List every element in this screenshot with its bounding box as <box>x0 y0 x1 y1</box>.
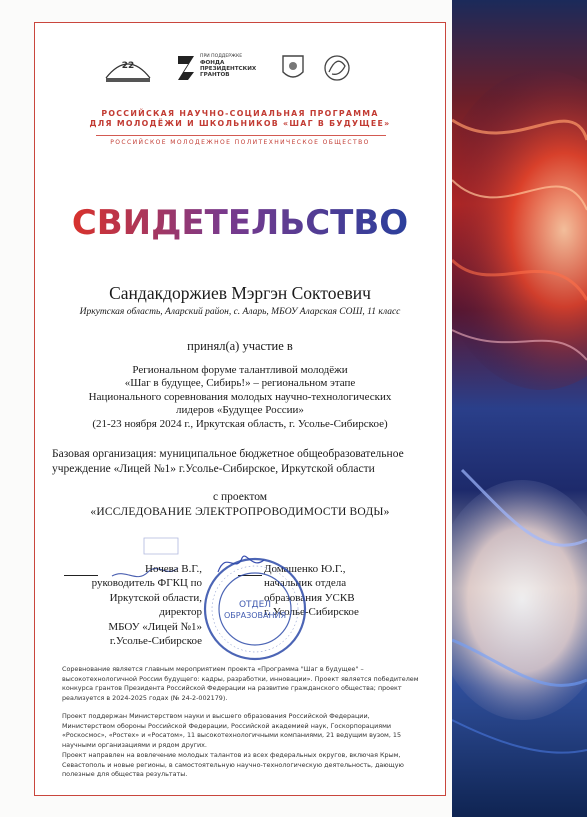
project-title: «ИССЛЕДОВАНИЕ ЭЛЕКТРОПРОВОДИМОСТИ ВОДЫ» <box>90 506 390 518</box>
badge-number: 22 <box>121 61 135 71</box>
anniversary-badge-logo <box>100 48 156 88</box>
signatory-left-line: г.Усолье-Сибирское <box>109 635 202 648</box>
title-text: СВИДЕТЕЛЬСТВО <box>71 203 409 243</box>
event-line: (21-23 ноября 2024 г., Иркутская область, г. Усолье-Сибирское) <box>92 417 388 430</box>
event-description <box>70 364 410 431</box>
event-line: Региональном форуме талантливой молодёжи <box>132 364 348 376</box>
signatory-left <box>54 562 202 648</box>
with-project-label: с проектом <box>213 491 267 503</box>
society-name: РОССИЙСКОЕ МОЛОДЕЖНОЕ ПОЛИТЕХНИЧЕСКОЕ ОБЩЕСТВО <box>110 139 370 146</box>
presidential-grants-logo <box>174 48 270 88</box>
signatory-left-line: МБОУ «Лицей №1» <box>108 620 202 633</box>
divider <box>96 135 386 136</box>
signatory-right-line: Домашенко Ю.Г., <box>264 563 346 575</box>
participant-name: Сандакдоржиев Мэргэн Соктоевич <box>109 283 371 303</box>
base-organization <box>52 447 432 477</box>
footer-paragraph-3: Проект направлен на вовлечение молодых талантов из всех федеральных округов, включая Крым, Севастополь и новые регионы, в самостоятельную научно-технологическую деятельность, дающую полезные для общества результаты. <box>62 751 404 779</box>
partner-logos <box>100 48 400 88</box>
grants-line2: ФОНДА <box>200 60 225 66</box>
footer-paragraph-2: Проект поддержан Министерством науки и высшего образования Российской Федерации, Министерством обороны Российской Федерации, Российской академией наук, Госкорпорациями «Роскосмос», «Ростех» и «Росатом», 11 высокотехнологичными компаниями, 21 ведущим вузом, 15 научными организациями и рядом других. <box>62 712 402 749</box>
signatory-right-line: г. Усолье-Сибирское <box>264 606 359 619</box>
signatory-right-line: образования УСКВ <box>264 591 355 604</box>
signatory-right-line: начальник отдела <box>264 577 347 590</box>
abstract-swirl-art <box>452 0 587 817</box>
stamp-center-line1: ОТДЕЛ <box>238 600 272 610</box>
coat-of-arms-logo <box>278 48 308 88</box>
event-line: Национального соревнования молодых научно-технологических <box>88 390 392 403</box>
footer-paragraph-1: Соревнование является главным мероприятием проекта «Программа "Шаг в будущее" – высокотехнологичной России будущего: кадры, разработки, инновации». Проект является победителем конкурса грантов Президента Российской Федерации на развитие гражданского общества; проект реализуется в 2024-2025 годах (№ 24-2-002179). <box>62 665 419 702</box>
stamp-center-line2: ОБРАЗОВАНИЯ <box>223 611 287 620</box>
decorative-abstract-band <box>452 0 587 817</box>
base-line: учреждение «Лицей №1» г.Усолье-Сибирское, Иркутской области <box>52 463 375 475</box>
grants-line1: ПРИ ПОДДЕРЖКЕ <box>200 54 243 59</box>
grants-fund-icon <box>174 48 198 88</box>
signatory-left-line: Ночева В.Г., <box>145 563 202 575</box>
base-line: Базовая организация: муниципальное бюджетное общеобразовательное <box>52 448 404 460</box>
event-line: «Шаг в будущее, Сибирь!» – региональном этапе <box>124 377 356 390</box>
signatory-left-line: Иркутской области, <box>109 591 202 604</box>
society-emblem-logo <box>320 48 354 88</box>
grants-line4: ГРАНТОВ <box>200 72 230 78</box>
signatory-left-line: руководитель ФГКЦ по <box>91 577 202 590</box>
signatory-left-line: директор <box>159 606 202 619</box>
participation-phrase: принял(а) участие в <box>187 339 293 353</box>
grants-line3: ПРЕЗИДЕНТСКИХ <box>200 66 257 72</box>
program-title-line1: РОССИЙСКАЯ НАУЧНО-СОЦИАЛЬНАЯ ПРОГРАММА <box>101 109 379 118</box>
certificate-title <box>60 198 420 244</box>
event-line: лидеров «Будущее России» <box>176 404 304 417</box>
program-title-line2: ДЛЯ МОЛОДЁЖИ И ШКОЛЬНИКОВ «ШАГ В БУДУЩЕЕ» <box>89 119 391 128</box>
official-stamp <box>202 556 308 662</box>
participant-address: Иркутская область, Аларский район, с. Аларь, МБОУ Аларская СОШ, 11 класс <box>79 307 401 317</box>
